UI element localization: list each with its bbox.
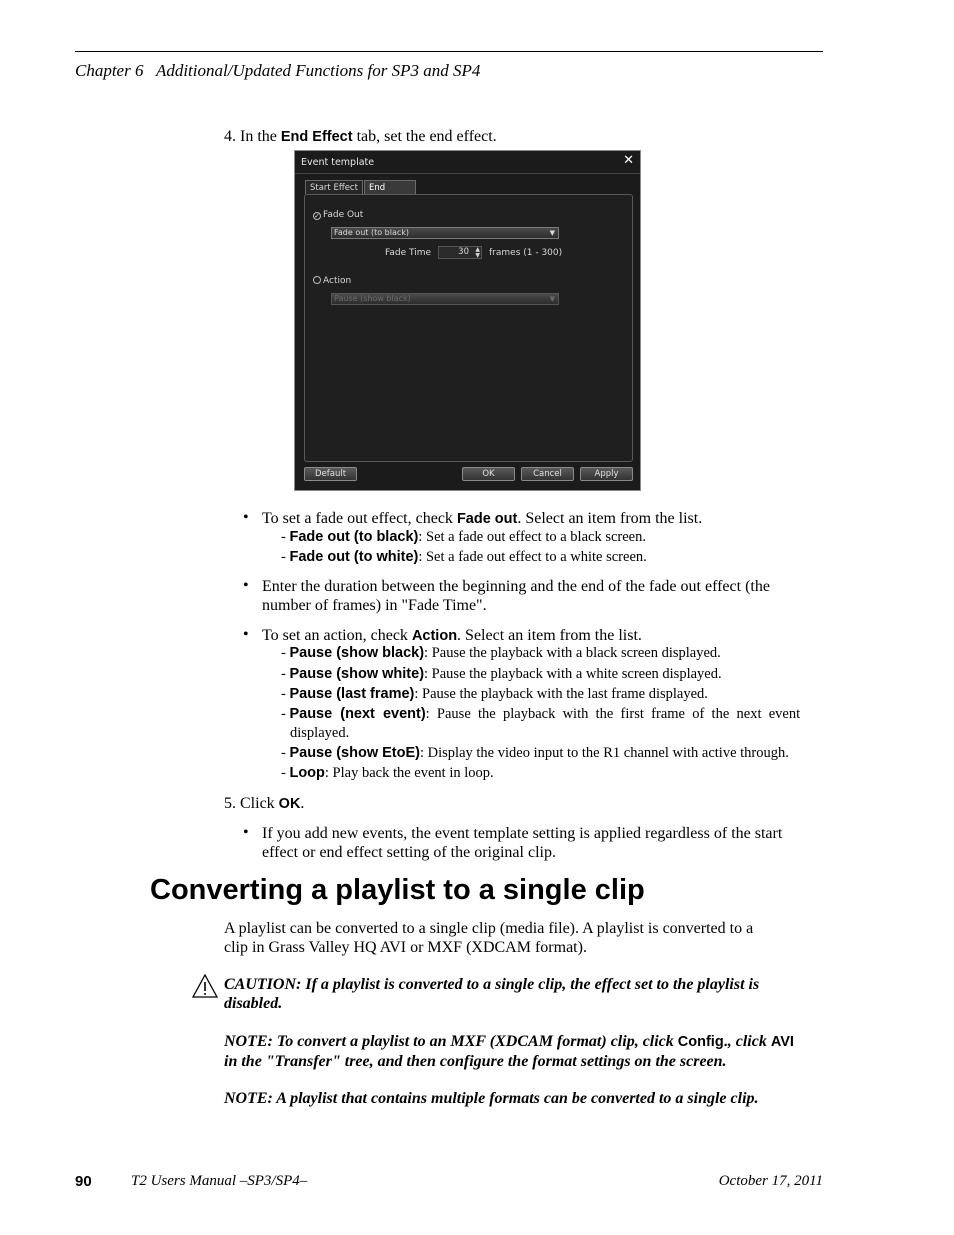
action-value: Pause (show black): [334, 294, 411, 303]
chevron-down-icon: ▼: [549, 229, 555, 237]
note-text: , click: [727, 1033, 767, 1050]
paragraph-line: A playlist can be converted to a single clip (media file). A playlist is converted to a: [224, 920, 754, 937]
step-text: Click: [240, 795, 275, 812]
list-item: - Loop: Play back the event in loop.: [281, 765, 494, 781]
page-number: 90: [75, 1173, 92, 1190]
step-text-end: .: [300, 795, 305, 812]
item-desc: : Pause the playback with a white screen displayed.: [424, 666, 722, 682]
step-number: 4.: [224, 128, 236, 145]
note-text: in the "Transfer" tree, and then configure the format settings on the screen.: [224, 1053, 727, 1070]
bullet-fade-out: [262, 509, 702, 529]
step-text: In the: [240, 128, 277, 145]
step-number: 5.: [224, 795, 236, 812]
item-term: Fade out (to white): [289, 549, 419, 565]
item-desc: : Display the video input to the R1 channel with active through.: [420, 745, 789, 761]
fade-time-label: Fade Time: [385, 248, 432, 258]
bullet-dot: •: [243, 577, 249, 594]
caution-line: CAUTION: If a playlist is converted to a single clip, the effect set to the playlist is: [224, 976, 760, 993]
note-avi: AVI: [770, 1034, 794, 1050]
item-term: Loop: [289, 765, 325, 781]
step-bold: End Effect: [280, 129, 353, 145]
fade-time-stepper[interactable]: [438, 246, 482, 259]
item-desc: : Pause the playback with the last frame displayed.: [414, 686, 708, 702]
bullet-dot: •: [243, 509, 249, 526]
tab-end-effect[interactable]: End: [364, 180, 416, 194]
doc-date: October 17, 2011: [718, 1173, 823, 1189]
bullet-text-end: . Select an item from the list.: [517, 510, 703, 527]
title-divider: [295, 173, 640, 174]
bullet-new-events: [262, 824, 782, 862]
fade-time-value: 30: [458, 247, 469, 257]
list-item: - Fade out (to black): Set a fade out effect to a black screen.: [281, 529, 646, 545]
paragraph-line: clip in Grass Valley HQ AVI or MXF (XDCAM format).: [224, 939, 587, 956]
item-term: Pause (last frame): [289, 686, 415, 702]
list-item: - Pause (next event): Pause the playback with the first frame of the next event: [281, 706, 801, 722]
item-desc: : Set a fade out effect to a white screen.: [418, 549, 647, 565]
bullet-line: If you add new events, the event template setting is applied regardless of the start: [262, 825, 783, 842]
list-item: - Pause (show EtoE): Display the video input to the R1 channel with active through.: [281, 745, 789, 761]
chevron-down-icon: ▼: [549, 295, 555, 303]
list-item: - Pause (last frame): Pause the playback with the last frame displayed.: [281, 686, 708, 702]
section-heading: Converting a playlist to a single clip: [150, 874, 645, 906]
fade-out-value: Fade out (to black): [334, 228, 410, 237]
chapter-title: Additional/Updated Functions for SP3 and SP4: [155, 61, 481, 80]
list-item: - Pause (show white): Pause the playback with a white screen displayed.: [281, 666, 722, 682]
spin-arrows-icon[interactable]: ▲ ▼: [475, 246, 480, 259]
item-desc: : Pause the playback with the first frame of the next event: [425, 706, 801, 722]
bullet-line: number of frames) in "Fade Time".: [262, 597, 487, 614]
item-term: Fade out (to black): [289, 529, 419, 545]
step-5: [224, 794, 304, 814]
step-4: [224, 127, 497, 147]
bullet-dot: •: [243, 824, 249, 841]
event-template-dialog: [294, 150, 641, 491]
default-button[interactable]: Default: [304, 467, 357, 481]
unchecked-icon: [313, 276, 321, 284]
caution-text: [224, 975, 759, 1013]
item-desc: : Pause the playback with a black screen displayed.: [424, 645, 721, 661]
ok-button[interactable]: OK: [462, 467, 515, 481]
note-text: NOTE: To convert a playlist to an MXF (XDCAM format) clip, click: [224, 1033, 674, 1050]
bullet-line: Enter the duration between the beginning and the end of the fade out effect (the: [262, 578, 770, 595]
fade-time-unit: frames (1 - 300): [489, 248, 563, 258]
bullet-bold: Action: [411, 628, 458, 644]
bullet-text: To set an action, check: [262, 627, 408, 644]
item-term: Pause (show black): [289, 645, 425, 661]
end-effect-panel: [304, 194, 633, 462]
check-icon: ✓: [314, 212, 320, 220]
note-mxf: [224, 1032, 804, 1071]
caution-line: disabled.: [224, 995, 283, 1012]
fade-out-label: Fade Out: [323, 210, 364, 220]
list-item: - Fade out (to white): Set a fade out effect to a white screen.: [281, 549, 647, 565]
item-desc: : Set a fade out effect to a black screen.: [418, 529, 646, 545]
bullet-fade-time: [262, 577, 770, 615]
dialog-title: Event template: [301, 157, 375, 168]
fade-out-checkbox[interactable]: [313, 210, 363, 220]
fade-out-select[interactable]: [331, 227, 559, 239]
tab-start-effect[interactable]: Start Effect: [305, 180, 363, 194]
chapter-label: Chapter 6: [75, 61, 144, 80]
step-text-end: tab, set the end effect.: [356, 128, 497, 145]
note-formats: NOTE: A playlist that contains multiple formats can be converted to a single clip.: [224, 1090, 759, 1107]
apply-button[interactable]: Apply: [580, 467, 633, 481]
cancel-button[interactable]: Cancel: [521, 467, 574, 481]
running-header: [75, 61, 480, 81]
item-term: Pause (show EtoE): [289, 745, 420, 761]
list-item: - Pause (show black): Pause the playback with a black screen displayed.: [281, 645, 721, 661]
caution-icon: [192, 974, 218, 998]
bullet-line: effect or end effect setting of the original clip.: [262, 844, 556, 861]
manual-title: T2 Users Manual –SP3/SP4–: [131, 1173, 308, 1189]
note-config: Config.: [677, 1034, 728, 1050]
bullet-dot: •: [243, 626, 249, 643]
section-paragraph: [224, 919, 753, 957]
bullet-bold: Fade out: [456, 511, 518, 527]
close-icon[interactable]: ✕: [623, 153, 634, 168]
list-item-wrap: displayed.: [290, 725, 350, 741]
action-checkbox[interactable]: [313, 276, 351, 286]
item-term: Pause (next event): [289, 706, 426, 722]
step-bold: OK: [278, 796, 301, 812]
item-desc: : Play back the event in loop.: [324, 765, 494, 781]
action-label: Action: [323, 276, 352, 286]
item-term: Pause (show white): [289, 666, 425, 682]
bullet-text-end: . Select an item from the list.: [457, 627, 642, 644]
bullet-text: To set a fade out effect, check: [262, 510, 453, 527]
action-select[interactable]: [331, 293, 559, 305]
header-rule: [75, 51, 823, 52]
